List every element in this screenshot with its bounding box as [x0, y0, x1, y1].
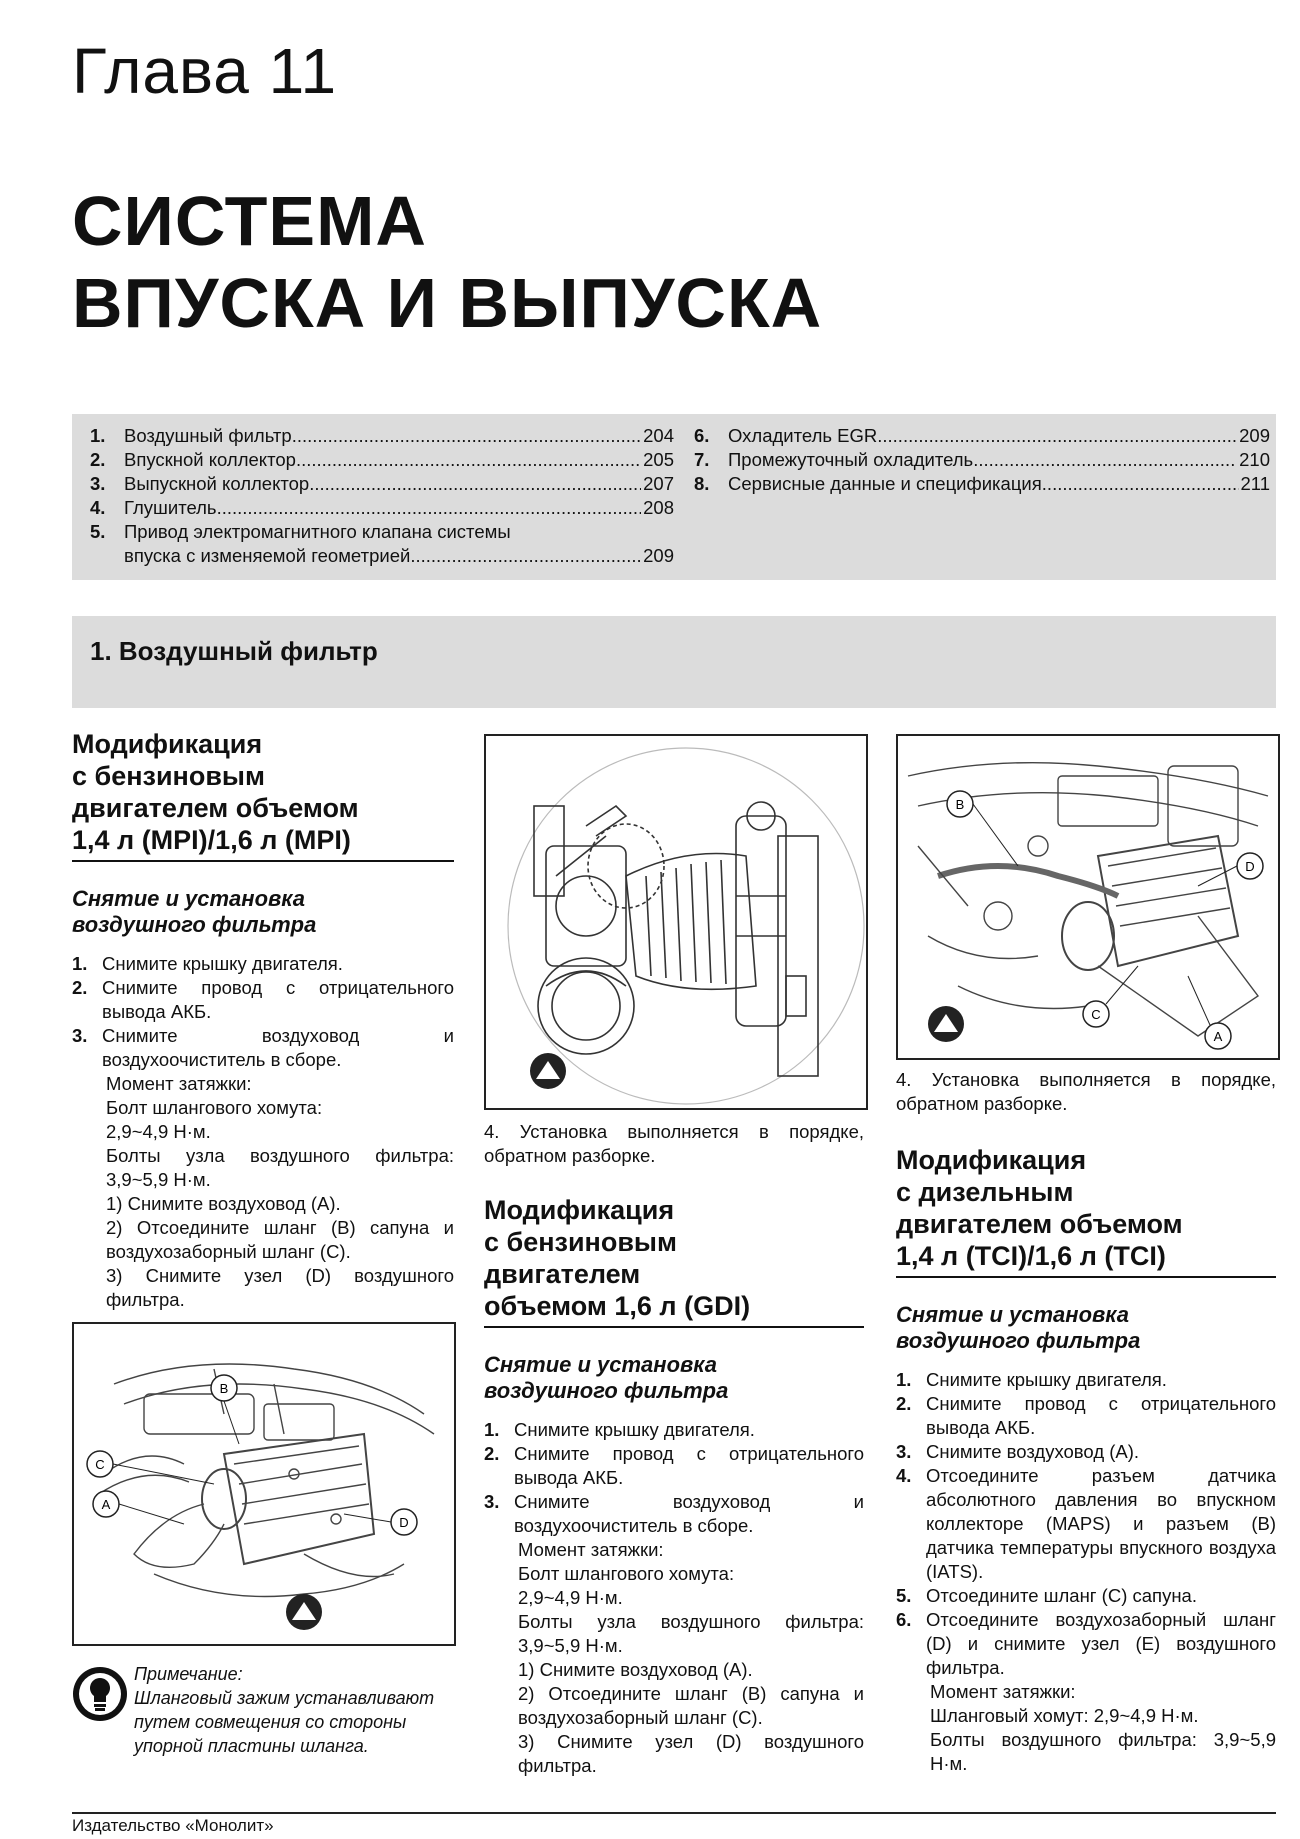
torque-line: Болт шлангового хомута:: [106, 1097, 323, 1118]
step: 3. Снимите воздуховод и воздухоочиститель в сборе.: [484, 1491, 864, 1536]
toc-entry[interactable]: 8. Сервисные данные и спецификация ..... 211: [694, 472, 1270, 496]
toc-entry[interactable]: 5. Привод электромагнитного клапана системы: [90, 521, 511, 542]
callout-b: B: [219, 1381, 229, 1396]
toc-box: [72, 414, 1276, 580]
torque-value: 2,9~4,9 Н·м.: [518, 1587, 623, 1608]
figure-air-intake-detail: [484, 734, 868, 1110]
step: 3. Снимите воздуховод и воздухоочиститель в сборе.: [72, 1025, 454, 1070]
column-1-subheading: Снятие и установка воздушного фильтра: [72, 886, 317, 937]
torque-line: Болты воздушного фильтра: 3,9~5,9 Н·м.: [930, 1729, 1276, 1774]
title-line-1: СИСТЕМА: [72, 182, 427, 260]
callout-d: D: [399, 1515, 409, 1530]
toc-entry[interactable]: впуска с изменяемой геометрией ..... 209: [90, 544, 674, 568]
column-2-subheading: Снятие и установка воздушного фильтра: [484, 1352, 729, 1403]
torque-line: Болт шлангового хомута:: [518, 1563, 735, 1584]
torque-title: Момент затяжки:: [106, 1073, 252, 1094]
step: 2. Снимите провод с отрицательного вывода АКБ.: [484, 1443, 864, 1488]
substep: 1) Снимите воздуховод (A).: [106, 1193, 341, 1214]
column-1: [72, 728, 454, 1312]
note-heading: Примечание:: [134, 1664, 243, 1684]
column-2: [484, 1120, 864, 1778]
footer-divider: [72, 1812, 1276, 1814]
substep: 3) Снимите узел (D) воздушного фильтра.: [518, 1731, 864, 1776]
step: 2. Снимите провод с отрицательного вывода АКБ.: [896, 1393, 1276, 1438]
chapter-label: Глава 11: [72, 35, 338, 107]
column-3: [896, 1068, 1276, 1776]
section-title: 1. Воздушный фильтр: [90, 636, 378, 666]
note-block: [72, 1662, 454, 1758]
toc-entry[interactable]: 6. Охладитель EGR ..... 209: [694, 424, 1270, 448]
publisher-logo-icon: [286, 1594, 322, 1630]
toc-right-column: [694, 424, 1270, 496]
toc-entry[interactable]: 2. Впускной коллектор ..... 205: [90, 448, 674, 472]
column-2-heading: Модификация с бензиновым двигателем объемом 1,6 л (GDI): [484, 1194, 864, 1328]
torque-title: Момент затяжки:: [518, 1539, 664, 1560]
step: 1. Снимите крышку двигателя.: [484, 1419, 755, 1440]
step: 2. Снимите провод с отрицательного вывода АКБ.: [72, 977, 454, 1022]
substep: 2) Отсоедините шланг (B) сапуна и воздухозаборный шланг (C).: [106, 1217, 454, 1262]
torque-title: Момент затяжки:: [930, 1681, 1076, 1702]
torque-line: Шланговый хомут: 2,9~4,9 Н·м.: [930, 1705, 1199, 1726]
title-line-2: ВПУСКА И ВЫПУСКА: [72, 264, 823, 342]
toc-entry[interactable]: 3. Выпускной коллектор ..... 207: [90, 472, 674, 496]
page-title: [72, 180, 822, 344]
step: 3. Снимите воздуховод (A).: [896, 1441, 1140, 1462]
toc-entry[interactable]: 7. Промежуточный охладитель ..... 210: [694, 448, 1270, 472]
callout-b: B: [955, 797, 965, 812]
step: 4. Установка выполняется в порядке, обратном разборке.: [896, 1069, 1276, 1114]
toc-left-column: [90, 424, 674, 568]
callout-c: C: [95, 1457, 105, 1472]
engine-bay-illustration: [74, 1324, 454, 1644]
substep: 3) Снимите узел (D) воздушного фильтра.: [106, 1265, 454, 1310]
step: 4. Отсоедините разъем датчика абсолютного давления во впускном коллекторе (MAPS) и разъем (B) датчика температуры впускного воздуха (IATS).: [896, 1465, 1276, 1582]
step: 1. Снимите крышку двигателя.: [896, 1369, 1167, 1390]
step: 5. Отсоедините шланг (C) сапуна.: [896, 1585, 1197, 1606]
footer-publisher: Издательство «Монолит»: [72, 1816, 274, 1835]
publisher-logo-icon: [928, 1006, 964, 1042]
torque-value: 2,9~4,9 Н·м.: [106, 1121, 211, 1142]
note-text: Шланговый зажим устанавливают путем совмещения со стороны упорной пластины шланга.: [134, 1688, 435, 1756]
column-1-heading: Модификация с бензиновым двигателем объемом 1,4 л (MPI)/1,6 л (MPI): [72, 728, 454, 862]
step: 6. Отсоедините воздухозаборный шланг (D) и снимите узел (E) воздушного фильтра.: [896, 1609, 1276, 1678]
step: 1. Снимите крышку двигателя.: [72, 953, 343, 974]
callout-a: A: [101, 1497, 111, 1512]
callout-d: D: [1245, 859, 1255, 874]
figure-engine-bay-diesel: [896, 734, 1280, 1060]
substep: 1) Снимите воздуховод (A).: [518, 1659, 753, 1680]
step: 4. Установка выполняется в порядке, обратном разборке.: [484, 1121, 864, 1166]
figure-engine-bay-mpi: [72, 1322, 456, 1646]
toc-entry[interactable]: 1. Воздушный фильтр ..... 204: [90, 424, 674, 448]
column-3-heading: Модификация с дизельным двигателем объемом 1,4 л (TCI)/1,6 л (TCI): [896, 1144, 1276, 1278]
torque-line: Болты узла воздушного фильтра: 3,9~5,9 Н·м.: [518, 1611, 864, 1656]
engine-bay-diesel-illustration: [898, 736, 1278, 1058]
air-intake-illustration: [486, 736, 866, 1108]
substep: 2) Отсоедините шланг (B) сапуна и воздухозаборный шланг (C).: [518, 1683, 864, 1728]
column-3-subheading: Снятие и установка воздушного фильтра: [896, 1302, 1141, 1353]
callout-c: C: [1091, 1007, 1101, 1022]
lightbulb-icon: [72, 1666, 128, 1722]
callout-a: A: [1213, 1029, 1223, 1044]
publisher-logo-icon: [530, 1053, 566, 1089]
torque-line: Болты узла воздушного фильтра: 3,9~5,9 Н·м.: [106, 1145, 454, 1190]
section-header: [72, 616, 1276, 708]
toc-entry[interactable]: 4. Глушитель ..... 208: [90, 496, 674, 520]
